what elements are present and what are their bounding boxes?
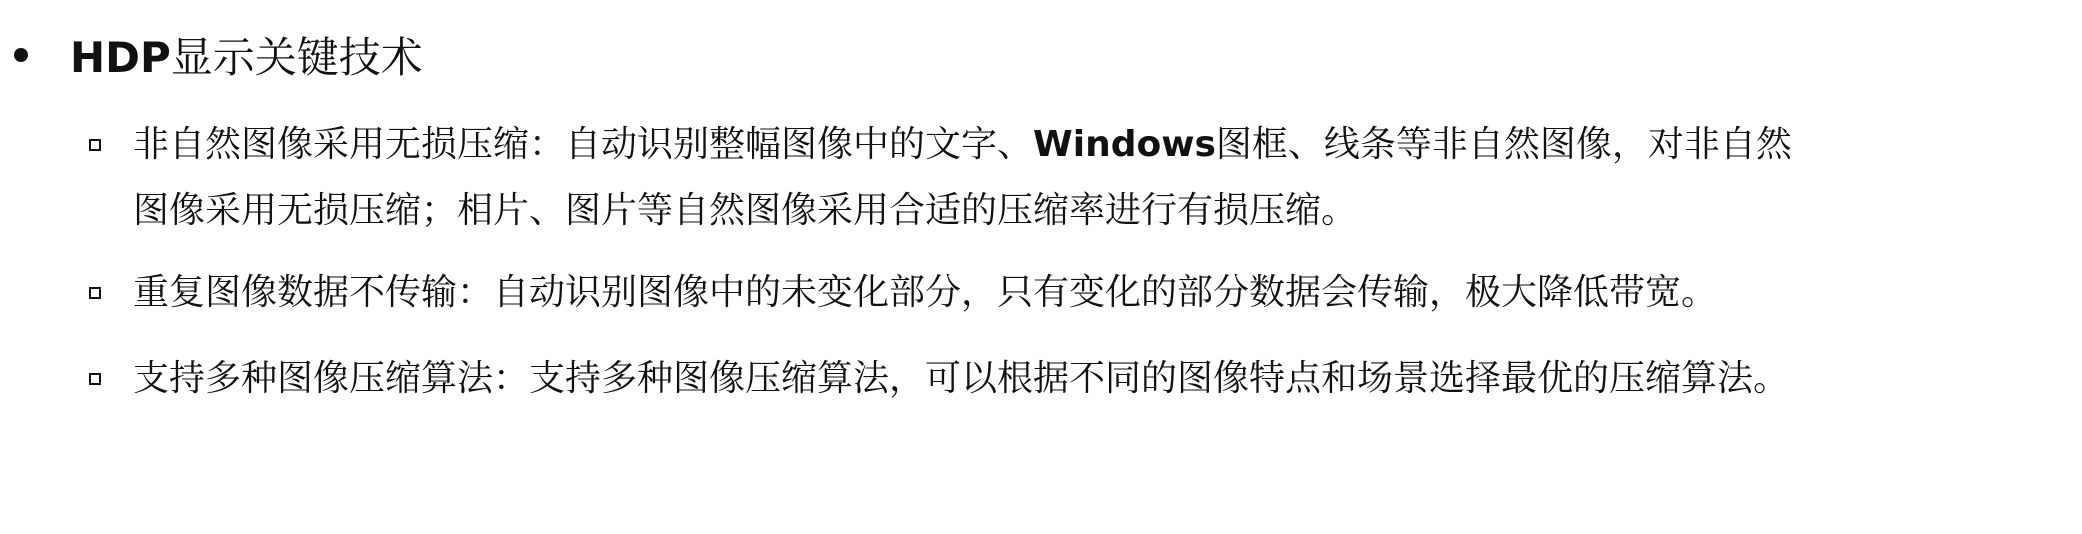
text-line (133, 112, 2013, 178)
sub-bullet-body-part: 图框、线条等非自然图像，对非自然 (1215, 124, 1792, 165)
bullet-dot-icon (14, 48, 28, 62)
main-bullet-item (0, 28, 2082, 88)
text-line (133, 260, 2013, 326)
sub-bullet-item-lossless (0, 112, 2082, 244)
heading-text: 显示关键技术 (170, 33, 423, 82)
sub-bullet-body: 支持多种图像压缩算法，可以根据不同的图像特点和场景选择最优的压缩算法。 (529, 358, 1790, 399)
square-bullet-icon (89, 139, 101, 151)
sub-bullet-body-part: 自动识别整幅图像中的文字、 (565, 124, 1034, 165)
square-bullet-icon (89, 287, 101, 299)
sub-bullet-text (133, 260, 2013, 326)
sub-bullet-body: 自动识别图像中的未变化部分，只有变化的部分数据会传输，极大降低带宽。 (493, 272, 1718, 313)
sub-bullet-label: 支持多种图像压缩算法： (133, 358, 530, 399)
section-heading (70, 28, 423, 88)
sub-bullet-item-no-repeat (0, 260, 2082, 326)
text-line (133, 178, 2013, 244)
text-line (133, 346, 2013, 412)
sub-bullet-text (133, 346, 2013, 412)
sub-bullet-body-part: 图像采用无损压缩；相片、图片等自然图像采用合适的压缩率进行有损压缩。 (133, 190, 1358, 231)
sub-bullet-item-algorithms (0, 346, 2082, 412)
sub-bullet-text (133, 112, 2013, 244)
sub-bullet-label: 非自然图像采用无损压缩： (133, 124, 566, 165)
sub-bullet-label: 重复图像数据不传输： (133, 272, 494, 313)
windows-term: Windows (1033, 124, 1216, 165)
heading-acronym: HDP (70, 33, 171, 82)
square-bullet-icon (89, 373, 101, 385)
